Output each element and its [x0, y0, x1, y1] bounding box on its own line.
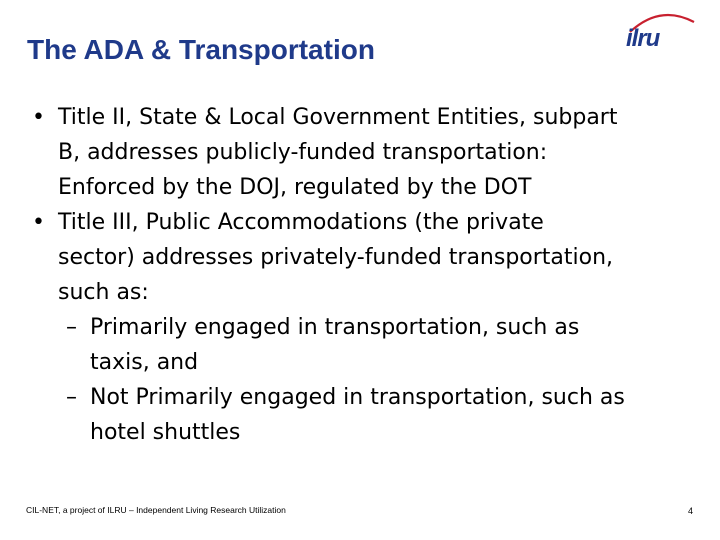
bullet-line: such as:: [58, 280, 149, 305]
sub-bullet-marker: –: [66, 385, 77, 410]
sub-bullet-line: taxis, and: [90, 350, 199, 375]
ilru-logo: [620, 10, 698, 50]
slide-body: [0, 100, 720, 450]
bullet-item: [32, 205, 698, 310]
slide-title: The ADA & Transportation: [27, 34, 375, 65]
bullet-marker: •: [32, 105, 45, 130]
slide-footer: CIL-NET, a project of ILRU – Independent Living Research Utilization: [26, 505, 286, 515]
sub-bullet-item: [66, 310, 690, 380]
sub-bullet-line: Primarily engaged in transportation, such as: [90, 315, 580, 340]
sub-bullet-marker: –: [66, 315, 77, 340]
bullet-line: Enforced by the DOJ, regulated by the DOT: [58, 175, 532, 200]
sub-bullet-line: Not Primarily engaged in transportation, such as: [90, 385, 625, 410]
bullet-line: Title II, State & Local Government Entities, subpart: [58, 105, 618, 130]
logo-text: ilru: [626, 25, 660, 50]
bullet-line: B, addresses publicly-funded transportation:: [58, 140, 548, 165]
sub-bullet-item: [66, 380, 690, 450]
page-number: 4: [688, 506, 694, 516]
bullet-line: sector) addresses privately-funded transportation,: [58, 245, 614, 270]
sub-bullet-line: hotel shuttles: [90, 420, 241, 445]
bullet-line: Title III, Public Accommodations (the private: [58, 210, 544, 235]
bullet-item: [32, 100, 698, 205]
bullet-marker: •: [32, 210, 45, 235]
